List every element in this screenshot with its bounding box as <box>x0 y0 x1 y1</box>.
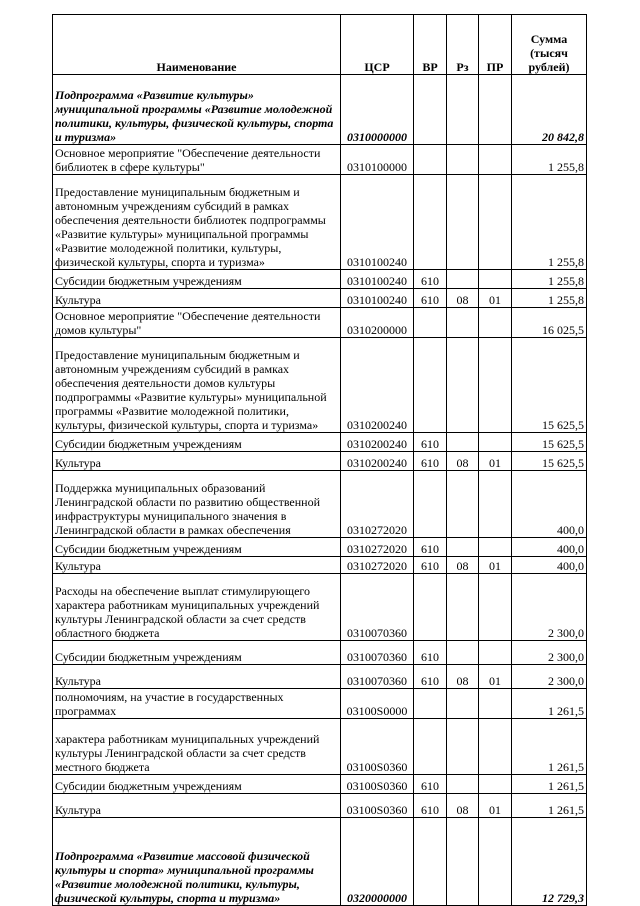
row-name: Культура <box>53 665 341 689</box>
row-rz <box>447 574 479 641</box>
row-vr: 610 <box>414 641 447 665</box>
table-row <box>53 471 587 538</box>
row-code: 0310272020 <box>341 557 414 574</box>
row-rz <box>447 338 479 433</box>
row-code: 03100S0360 <box>341 794 414 818</box>
row-code: 0310000000 <box>341 75 414 145</box>
row-pr <box>479 689 512 719</box>
row-name: Субсидии бюджетным учреждениям <box>53 270 341 289</box>
budget-table <box>52 14 587 906</box>
row-code: 0310070360 <box>341 665 414 689</box>
row-rz <box>447 308 479 338</box>
row-sum: 15 625,5 <box>512 433 587 452</box>
row-pr <box>479 433 512 452</box>
row-name: Поддержка муниципальных образований Ленинградской области по развитию общественной инфраструктуры муниципального значения в Ленинградской области в рамках обеспечения <box>53 471 341 538</box>
row-sum: 1 255,8 <box>512 145 587 175</box>
row-pr <box>479 574 512 641</box>
header-sum: Сумма (тысяч рублей) <box>512 15 587 75</box>
table-body <box>53 75 587 906</box>
row-vr: 610 <box>414 452 447 471</box>
row-pr <box>479 719 512 775</box>
row-pr <box>479 308 512 338</box>
header-code: ЦСР <box>341 15 414 75</box>
row-pr <box>479 538 512 557</box>
row-rz <box>447 75 479 145</box>
row-vr <box>414 175 447 270</box>
row-name: характера работникам муниципальных учреждений культуры Ленинградской области за счет средств местного бюджета <box>53 719 341 775</box>
row-vr <box>414 471 447 538</box>
row-sum: 400,0 <box>512 538 587 557</box>
row-name: Субсидии бюджетным учреждениям <box>53 641 341 665</box>
row-vr: 610 <box>414 289 447 308</box>
row-vr: 610 <box>414 557 447 574</box>
row-rz: 08 <box>447 452 479 471</box>
row-code: 0310200240 <box>341 338 414 433</box>
header-name: Наименование <box>53 15 341 75</box>
row-name: Культура <box>53 289 341 308</box>
row-vr: 610 <box>414 794 447 818</box>
table-row <box>53 574 587 641</box>
table-row <box>53 719 587 775</box>
row-code: 0320000000 <box>341 818 414 906</box>
row-pr: 01 <box>479 557 512 574</box>
row-pr <box>479 775 512 794</box>
row-name: Субсидии бюджетным учреждениям <box>53 775 341 794</box>
row-pr <box>479 641 512 665</box>
row-sum: 400,0 <box>512 471 587 538</box>
row-code: 0310100000 <box>341 145 414 175</box>
row-vr <box>414 145 447 175</box>
row-name: Расходы на обеспечение выплат стимулирующего характера работникам муниципальных учреждений культуры Ленинградской области за счет средств областного бюджета <box>53 574 341 641</box>
row-name: Культура <box>53 794 341 818</box>
row-vr: 610 <box>414 665 447 689</box>
row-code: 0310272020 <box>341 538 414 557</box>
table-row <box>53 433 587 452</box>
row-pr <box>479 338 512 433</box>
row-rz <box>447 270 479 289</box>
row-name: Культура <box>53 557 341 574</box>
row-sum: 400,0 <box>512 557 587 574</box>
row-sum: 1 261,5 <box>512 775 587 794</box>
row-sum: 1 261,5 <box>512 719 587 775</box>
table-row <box>53 689 587 719</box>
row-pr: 01 <box>479 665 512 689</box>
row-name: полномочиям, на участие в государственных программах <box>53 689 341 719</box>
row-rz <box>447 538 479 557</box>
row-pr: 01 <box>479 794 512 818</box>
row-sum: 15 625,5 <box>512 338 587 433</box>
row-pr <box>479 175 512 270</box>
row-pr <box>479 471 512 538</box>
row-rz <box>447 641 479 665</box>
row-code: 0310200240 <box>341 433 414 452</box>
row-code: 0310272020 <box>341 471 414 538</box>
row-code: 0310100240 <box>341 270 414 289</box>
row-vr <box>414 338 447 433</box>
row-code: 03100S0360 <box>341 775 414 794</box>
table-row <box>53 75 587 145</box>
row-rz <box>447 775 479 794</box>
row-name: Субсидии бюджетным учреждениям <box>53 433 341 452</box>
row-code: 0310200000 <box>341 308 414 338</box>
row-rz <box>447 145 479 175</box>
row-vr <box>414 689 447 719</box>
row-pr <box>479 75 512 145</box>
row-name: Предоставление муниципальным бюджетным и автономным учреждениям субсидий в рамках обеспечения деятельности библиотек подпрограммы «Развитие культуры» муниципальной программы «Развитие молодежной политики, культуры, физической культуры, спорта и туризма» <box>53 175 341 270</box>
row-name: Подпрограмма «Развитие массовой физической культуры и спорта» муниципальной программы «Развитие молодежной политики, культуры, физической культуры, спорта и туризма» <box>53 818 341 906</box>
row-name: Основное мероприятие "Обеспечение деятельности библиотек в сфере культуры" <box>53 145 341 175</box>
table-header-row <box>53 15 587 75</box>
row-code: 0310070360 <box>341 574 414 641</box>
row-name: Предоставление муниципальным бюджетным и автономным учреждениям субсидий в рамках обеспечения деятельности домов культуры подпрограммы «Развитие культуры» муниципальной программы «Развитие молодежной политики, культуры, физической культуры, спорта и туризма» <box>53 338 341 433</box>
row-sum: 2 300,0 <box>512 641 587 665</box>
row-pr <box>479 145 512 175</box>
row-vr <box>414 719 447 775</box>
row-sum: 15 625,5 <box>512 452 587 471</box>
table-row <box>53 538 587 557</box>
table-row <box>53 665 587 689</box>
row-pr: 01 <box>479 452 512 471</box>
table-row <box>53 338 587 433</box>
row-rz <box>447 719 479 775</box>
table-row <box>53 775 587 794</box>
row-code: 03100S0000 <box>341 689 414 719</box>
row-sum: 12 729,3 <box>512 818 587 906</box>
row-sum: 2 300,0 <box>512 665 587 689</box>
row-sum: 1 255,8 <box>512 270 587 289</box>
row-pr <box>479 270 512 289</box>
row-code: 0310100240 <box>341 175 414 270</box>
header-vr: ВР <box>414 15 447 75</box>
row-vr: 610 <box>414 538 447 557</box>
row-rz: 08 <box>447 665 479 689</box>
row-rz <box>447 433 479 452</box>
row-sum: 20 842,8 <box>512 75 587 145</box>
table-row <box>53 557 587 574</box>
row-name: Культура <box>53 452 341 471</box>
row-vr <box>414 574 447 641</box>
row-sum: 1 261,5 <box>512 794 587 818</box>
table-row <box>53 452 587 471</box>
row-code: 0310200240 <box>341 452 414 471</box>
table-row <box>53 175 587 270</box>
table-row <box>53 794 587 818</box>
table-row <box>53 145 587 175</box>
row-rz <box>447 689 479 719</box>
table-row <box>53 308 587 338</box>
row-vr: 610 <box>414 270 447 289</box>
row-code: 0310070360 <box>341 641 414 665</box>
table-row <box>53 270 587 289</box>
row-rz <box>447 175 479 270</box>
row-vr <box>414 308 447 338</box>
row-vr: 610 <box>414 433 447 452</box>
row-rz <box>447 471 479 538</box>
row-code: 0310100240 <box>341 289 414 308</box>
row-rz: 08 <box>447 557 479 574</box>
header-pr: ПР <box>479 15 512 75</box>
header-rz: Рз <box>447 15 479 75</box>
row-code: 03100S0360 <box>341 719 414 775</box>
row-name: Подпрограмма «Развитие культуры» муниципальной программы «Развитие молодежной политики, культуры, физической культуры, спорта и туризма» <box>53 75 341 145</box>
row-sum: 1 261,5 <box>512 689 587 719</box>
row-sum: 2 300,0 <box>512 574 587 641</box>
row-vr: 610 <box>414 775 447 794</box>
row-rz: 08 <box>447 794 479 818</box>
row-name: Субсидии бюджетным учреждениям <box>53 538 341 557</box>
row-vr <box>414 818 447 906</box>
table-row <box>53 289 587 308</box>
row-rz: 08 <box>447 289 479 308</box>
row-vr <box>414 75 447 145</box>
row-sum: 16 025,5 <box>512 308 587 338</box>
row-pr: 01 <box>479 289 512 308</box>
row-rz <box>447 818 479 906</box>
row-sum: 1 255,8 <box>512 175 587 270</box>
row-pr <box>479 818 512 906</box>
row-name: Основное мероприятие "Обеспечение деятельности домов культуры" <box>53 308 341 338</box>
table-row <box>53 641 587 665</box>
table-row <box>53 818 587 906</box>
row-sum: 1 255,8 <box>512 289 587 308</box>
